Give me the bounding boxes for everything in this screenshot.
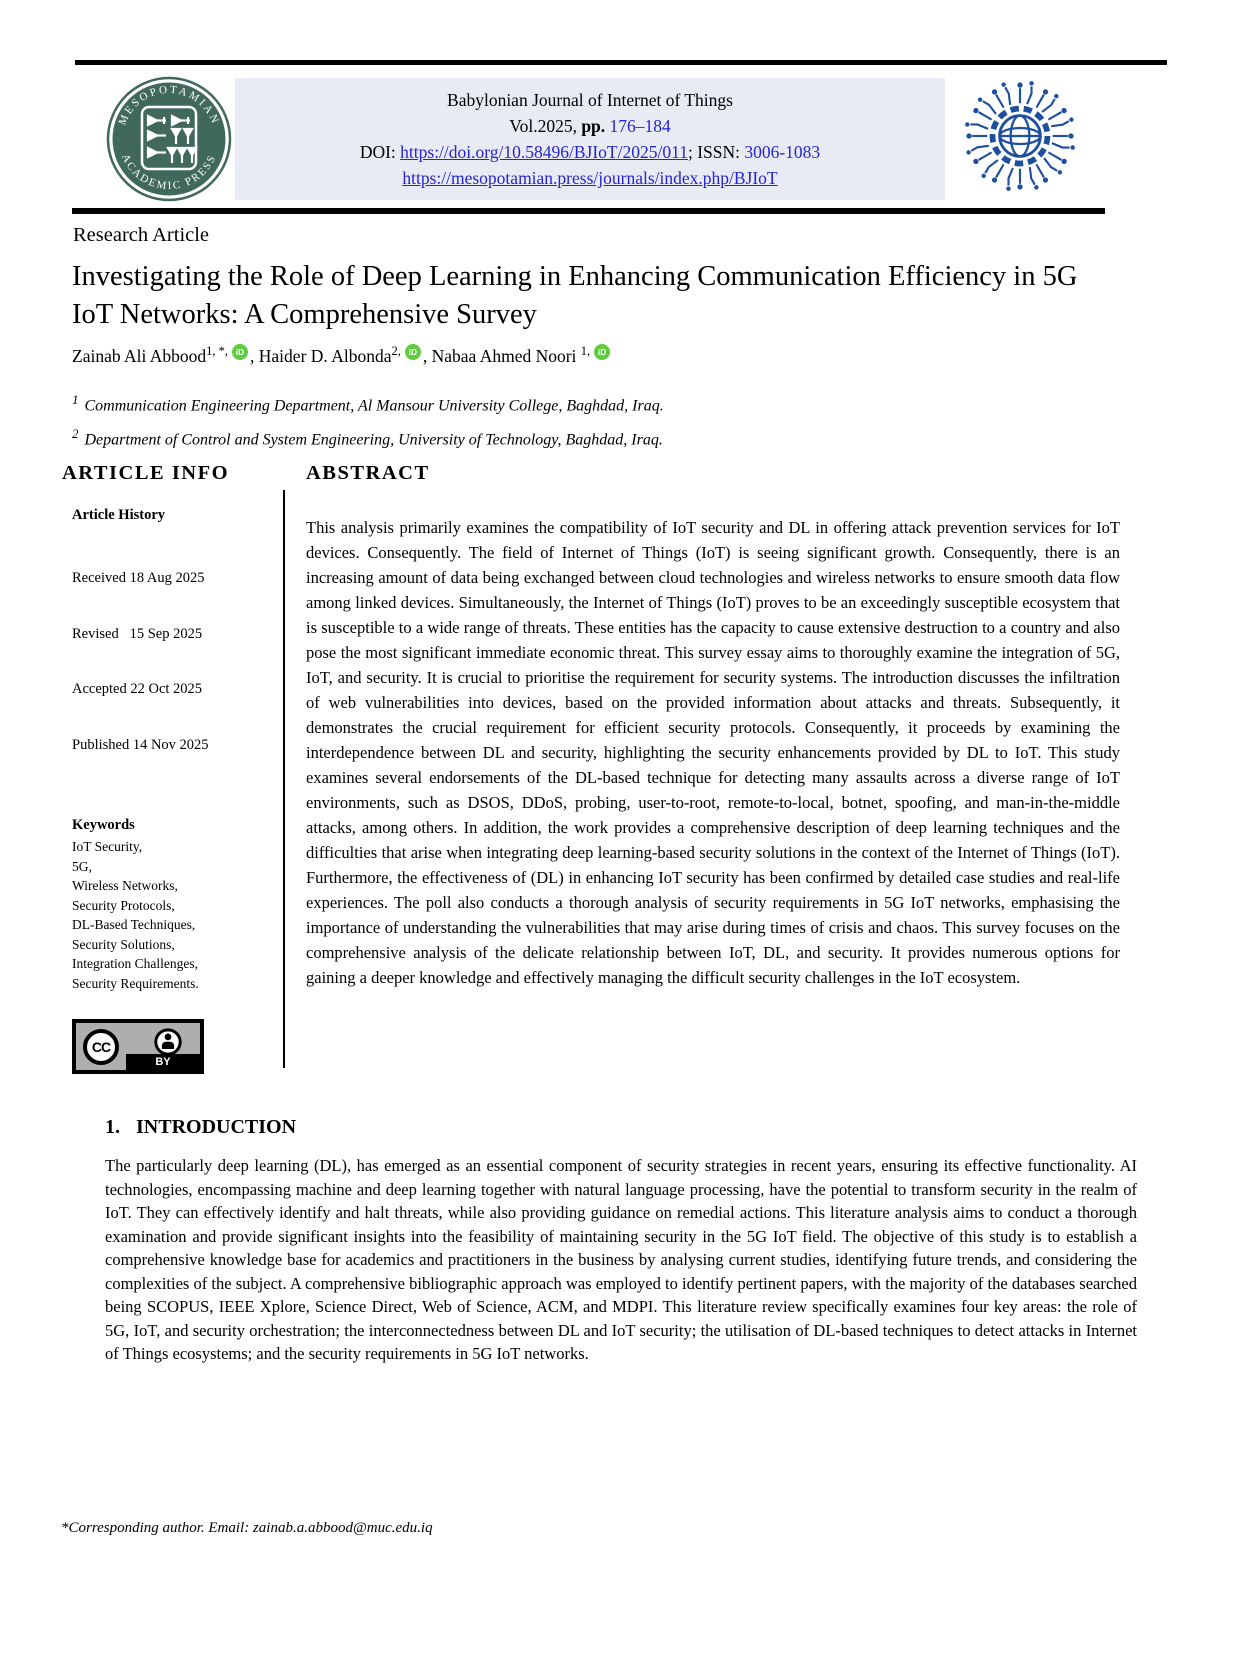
person-icon bbox=[153, 1027, 183, 1057]
keyword-item: Wireless Networks, bbox=[72, 878, 178, 893]
history-item: Revised 15 Sep 2025 bbox=[72, 625, 203, 642]
affiliation bbox=[72, 426, 664, 449]
author-separator: , bbox=[250, 345, 259, 366]
article-type-label: Research Article bbox=[73, 224, 210, 246]
journal-url-link[interactable]: https://mesopotamian.press/journals/index.php/BJIoT bbox=[402, 168, 778, 188]
title-rule bbox=[72, 208, 1105, 214]
orcid-icon[interactable]: iD bbox=[232, 344, 248, 360]
affiliation-number: 1 bbox=[72, 392, 79, 407]
publisher-top-text: MESOPOTAMIAN bbox=[116, 83, 222, 128]
keyword-item: Security Protocols, bbox=[72, 897, 175, 913]
top-rule bbox=[75, 60, 1167, 65]
author-list bbox=[72, 344, 612, 367]
history-item: Received 18 Aug 2025 bbox=[72, 570, 205, 586]
journal-info-box bbox=[235, 78, 945, 200]
section-number: 1. bbox=[105, 1116, 120, 1138]
corresponding-label: *Corresponding author. Email: bbox=[61, 1520, 253, 1536]
keyword-item: DL-Based Techniques, bbox=[72, 917, 196, 932]
affiliation-list bbox=[72, 392, 664, 461]
column-divider bbox=[283, 490, 285, 1068]
doi-link[interactable]: https://doi.org/10.58496/BJIoT/2025/011 bbox=[400, 142, 688, 162]
section-label: INTRODUCTION bbox=[136, 1116, 297, 1138]
cc-by-license-badge[interactable] bbox=[72, 1019, 204, 1074]
author-name: Haider D. Albonda bbox=[258, 345, 392, 366]
orcid-icon[interactable]: iD bbox=[405, 344, 421, 360]
doi-issn-line bbox=[360, 139, 820, 165]
keyword-item: Integration Challenges, bbox=[72, 956, 198, 971]
circuit-globe-graphic bbox=[958, 74, 1082, 198]
article-history-list bbox=[72, 532, 270, 791]
abstract-column bbox=[306, 462, 1120, 1074]
volume-pages-line bbox=[509, 113, 671, 139]
corresponding-email: zainab.a.abbood@muc.edu.iq bbox=[252, 1520, 433, 1536]
article-info-column bbox=[62, 462, 270, 1074]
affiliation bbox=[72, 392, 664, 415]
introduction-text: The particularly deep learning (DL), has emerged as an essential component of security strategies in recent years, ensuring its effective functionality. AI technologies, encompassing machine and deep learning together with natural language processing, have the potential to transform security in the realm of IoT. They can effectively identify and halt threats, while also providing guidance on remedial actions. This literature analysis aims to conduct a thorough examination and provide significant insights into the feasibility of maintaining security in the 5G IoT field. The objective of this study is to establish a comprehensive knowledge base for academics and practitioners in the business by analysing current studies, identifying future trends, and considering the complexities of the subject. A comprehensive bibliographic approach was employed to identify pertinent papers, with the majority of the databases searched being SCOPUS, IEEE Xplore, Science Direct, Web of Science, ACM, and MDPI. This literature review specifically examines four key areas: the role of 5G, IoT, and security orchestration; the interconnectedness between DL and IoT security; the utilisation of DL-based techniques to detect attacks in Internet of Things ecosystems; and the security requirements in 5G IoT networks. bbox=[105, 1156, 1137, 1363]
journal-circuit-logo bbox=[958, 74, 1082, 203]
affiliation-number: 2 bbox=[72, 426, 79, 442]
pp-label: pp. bbox=[581, 116, 610, 136]
orcid-icon[interactable]: iD bbox=[594, 344, 610, 360]
corresponding-author-note bbox=[61, 1520, 433, 1537]
author-name: Zainab Ali Abbood bbox=[72, 345, 207, 366]
issn-label: ; ISSN: bbox=[687, 142, 745, 162]
abstract-heading: ABSTRACT bbox=[306, 462, 430, 484]
author-name: Nabaa Ahmed Noori bbox=[431, 345, 581, 366]
volume-label: Vol.2025, bbox=[509, 116, 582, 136]
page-range: 176–184 bbox=[609, 116, 671, 136]
author-affiliation-marker: 1, *, bbox=[206, 344, 229, 358]
article-history-heading: Article History bbox=[72, 507, 166, 523]
author-affiliation-marker: 1, bbox=[580, 344, 591, 358]
info-abstract-section bbox=[62, 462, 1120, 1074]
author bbox=[259, 346, 423, 366]
keyword-item: 5G, bbox=[72, 858, 92, 874]
doi-label: DOI: bbox=[359, 142, 401, 162]
affiliation-text: Communication Engineering Department, Al Mansour University College, Baghdad, Iraq. bbox=[84, 397, 664, 415]
author bbox=[72, 346, 250, 366]
article-info-heading: ARTICLE INFO bbox=[62, 462, 230, 484]
cc-icon: CC bbox=[83, 1029, 119, 1065]
introduction-section bbox=[105, 1116, 1137, 1366]
keyword-item: IoT Security, bbox=[72, 839, 143, 854]
author-affiliation-marker: 2, bbox=[391, 344, 401, 358]
history-item: Published 14 Nov 2025 bbox=[72, 736, 209, 753]
keyword-item: Security Solutions, bbox=[72, 936, 175, 952]
journal-title: Babylonian Journal of Internet of Things bbox=[447, 90, 733, 110]
keywords-heading: Keywords bbox=[72, 817, 135, 833]
paper-title: Investigating the Role of Deep Learning in Enhancing Communication Efficiency in 5G IoT Networks: A Comprehensive Survey bbox=[72, 261, 1078, 330]
introduction-heading bbox=[105, 1116, 1137, 1139]
issn-value: 3006-1083 bbox=[744, 142, 821, 162]
publisher-logo bbox=[106, 76, 232, 207]
mesopotamian-press-logo-graphic bbox=[106, 76, 232, 202]
history-item: Accepted 22 Oct 2025 bbox=[72, 681, 203, 697]
license-by-label: BY bbox=[126, 1054, 200, 1070]
keywords-list bbox=[72, 837, 270, 993]
abstract-text: This analysis primarily examines the compatibility of IoT security and DL in offering attack prevention services for IoT devices. Consequently. The field of Internet of Things (IoT) is seeing significant growth. Consequently, there is an increasing amount of data being exchanged between cloud technologies and wireless networks to ensure smooth data flow among linked devices. Simultaneously, the Internet of Things (IoT) proves to be an exceedingly susceptible ecosystem that is susceptible to a wide range of threats. These entities has the capacity to cause extensive destruction to a country and also pose the most significant immediate economic threat. This survey essay aims to thoroughly examine the integration of 5G, IoT, and security. It is crucial to prioritise the requirement for security systems. The introduction discusses the infiltration of web vulnerabilities into devices, based on the provided information about attacks and threats. Subsequently, it demonstrates the crucial requirement for efficient security protocols. Consequently, it proceeds by examining the interdependence between DL and security, highlighting the security enhancements provided by DL to IoT. This study examines several endorsements of the DL-based technique for detecting many assaults across a diverse range of IoT environments, such as DSOS, DDoS, probing, user-to-root, remote-to-local, botnet, spoofing, and man-in-the-middle attacks, among others. In addition, the work provides a comprehensive description of deep learning techniques and the difficulties that arise when integrating deep learning-based security solutions in the context of the Internet of Things (IoT). Furthermore, the effectiveness of (DL) in enhancing IoT security has been confirmed by detailed case studies and real-life experiences. The poll also conducts a thorough analysis of security requirements in 5G IoT networks, emphasising the importance of understanding the vulnerabilities that may arise during times of crisis and chaos. This survey focuses on the comprehensive analysis of the delicate relationship between IoT, DL, and security. It provides numerous options for gaining a deeper knowledge and effectively managing the difficult security challenges in the IoT ecosystem. bbox=[306, 518, 1120, 987]
publisher-bottom-text: ACADEMIC PRESS bbox=[119, 152, 219, 193]
affiliation-text: Department of Control and System Engineering, University of Technology, Baghdad, Iraq. bbox=[84, 431, 663, 449]
journal-url-line bbox=[402, 165, 777, 191]
author-separator: , bbox=[422, 345, 432, 366]
author bbox=[432, 346, 613, 366]
keyword-item: Security Requirements. bbox=[72, 975, 199, 991]
